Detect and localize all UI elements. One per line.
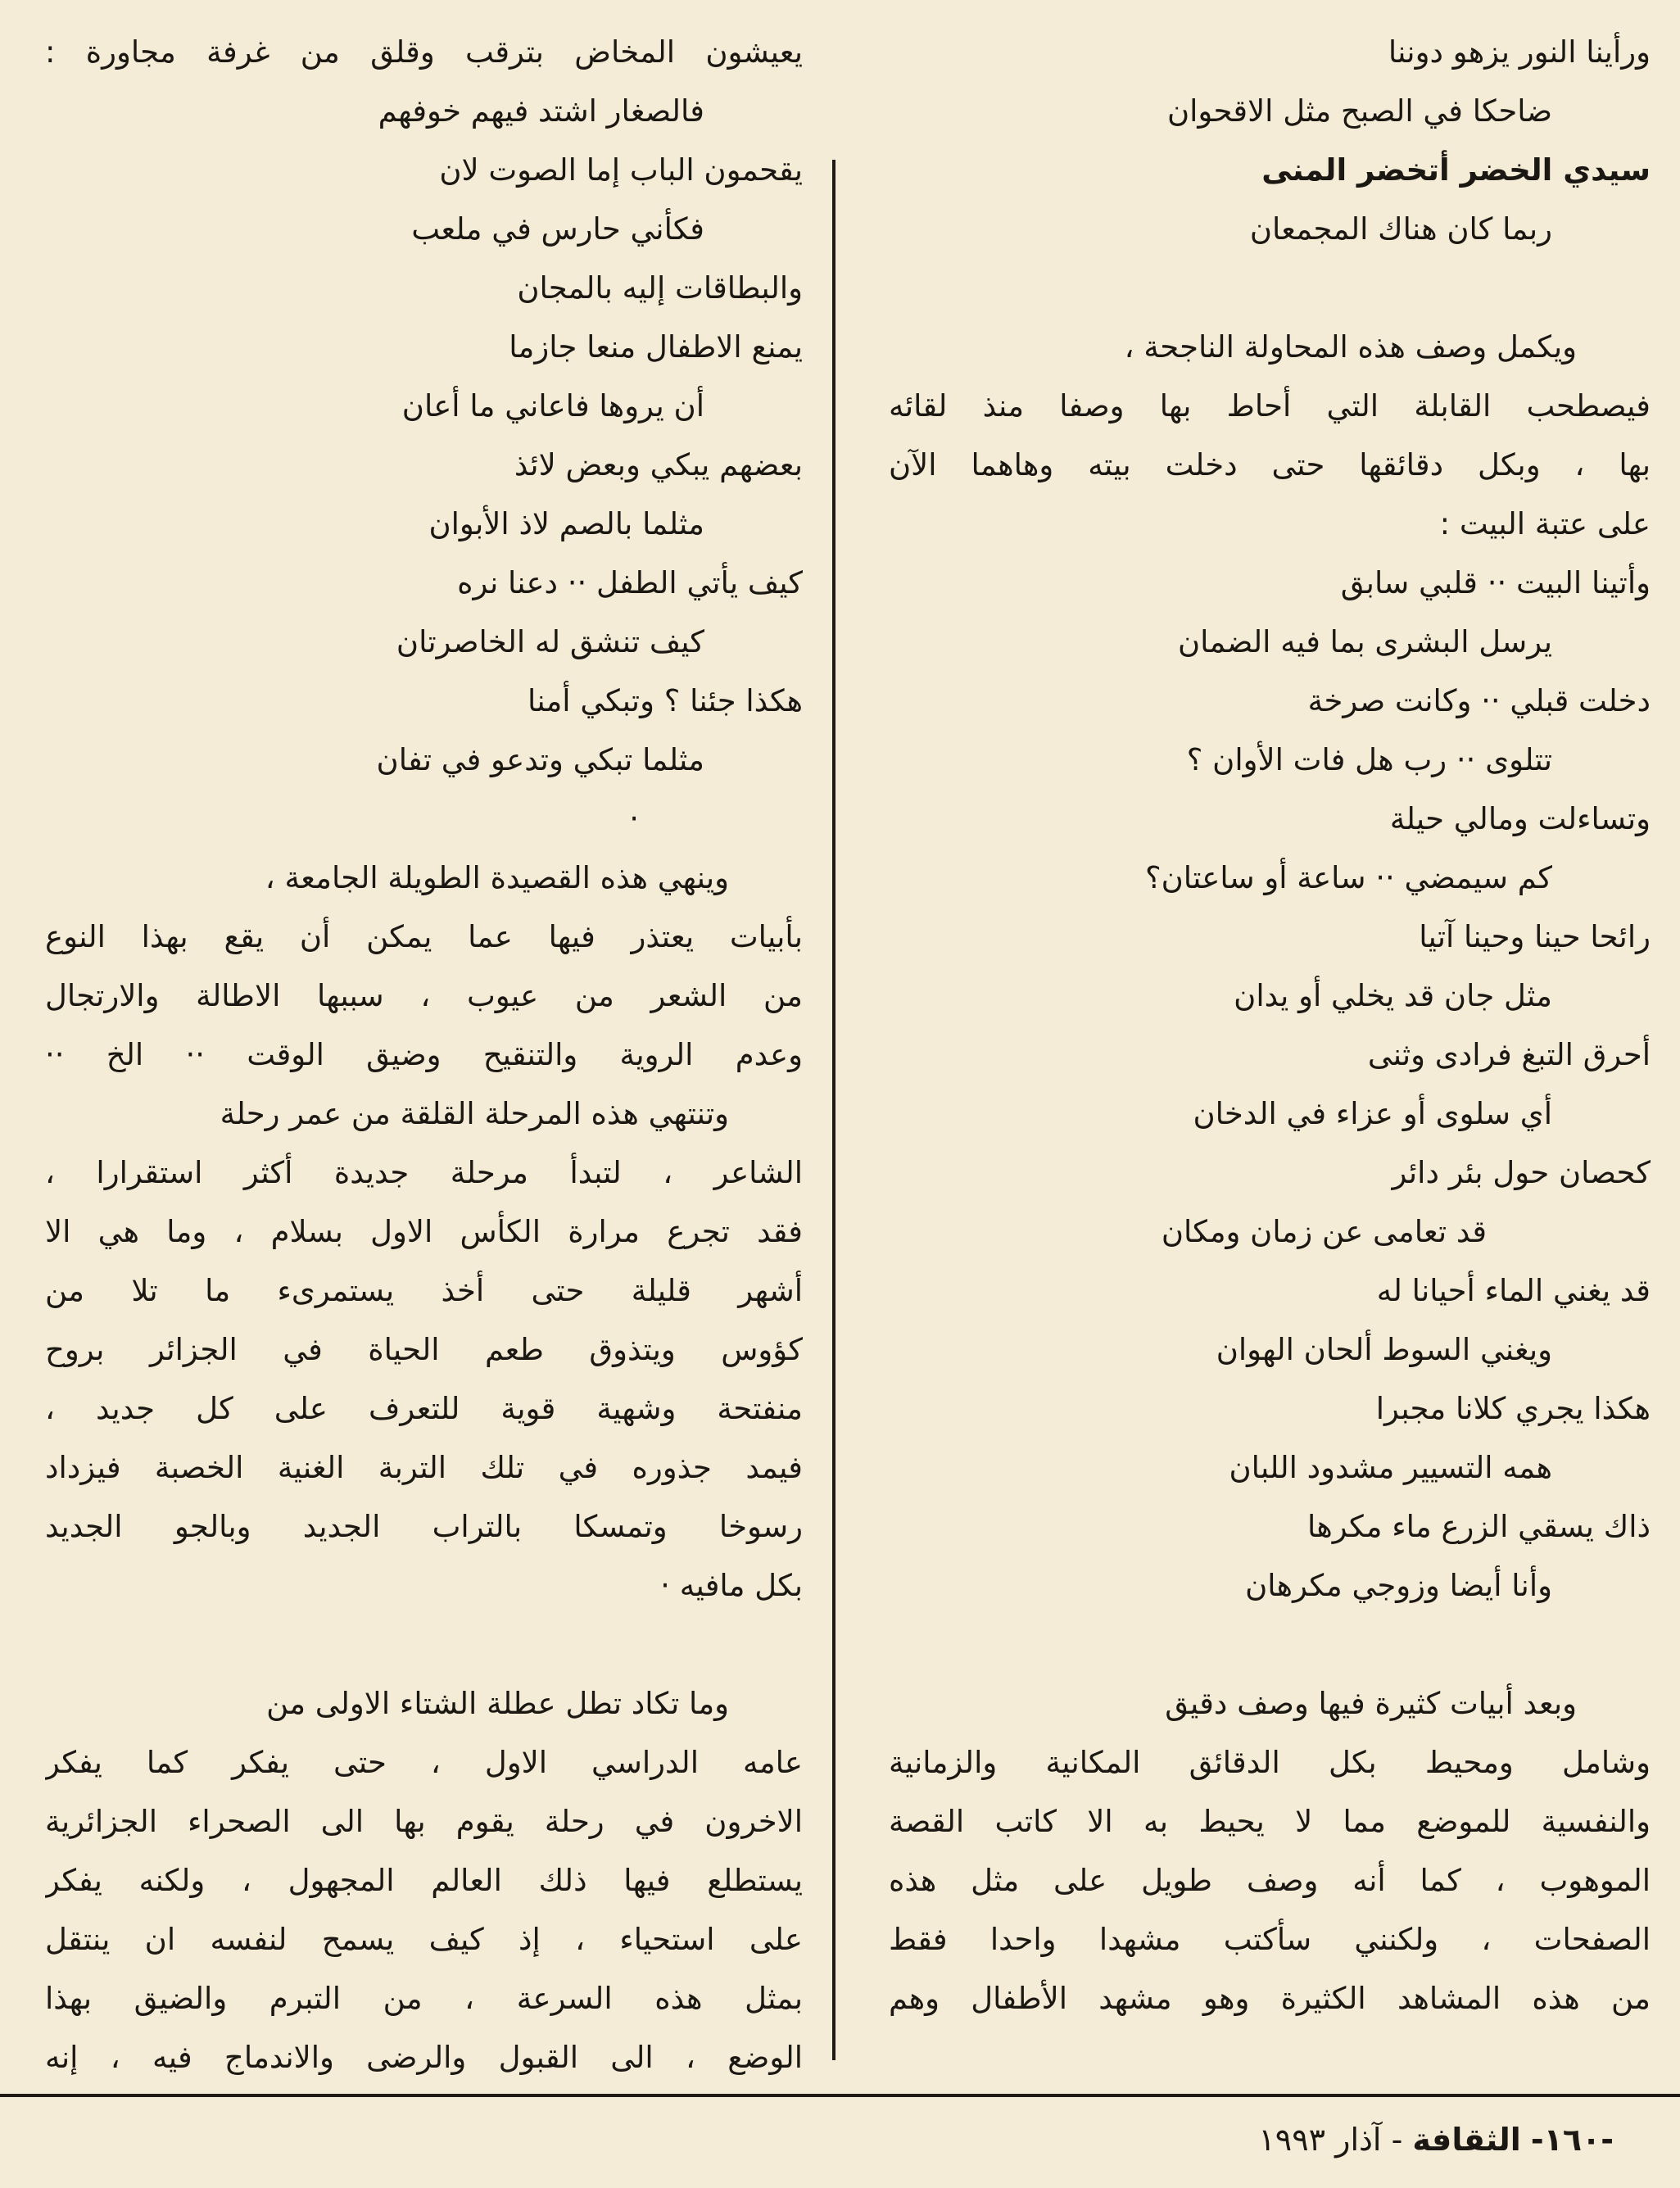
magazine-name: الثقافة — [1412, 2122, 1521, 2158]
left-text-line: بأبيات يعتذر فيها عما يمكن أن يقع بهذا النوع — [45, 919, 803, 954]
left-text-line: يعيشون المخاض بترقب وقلق من غرفة مجاورة : — [45, 34, 803, 70]
right-text-line: على عتبة البيت : — [1439, 506, 1651, 541]
left-text-line: فيمد جذوره في تلك التربة الغنية الخصبة فيزداد — [45, 1450, 803, 1485]
right-text-line: رائحا حينا وحينا آتيا — [1419, 919, 1651, 954]
left-text-line: بعضهم يبكي وبعض لائذ — [514, 447, 803, 482]
left-text-line: الشاعر ، لتبدأ مرحلة جديدة أكثر استقرارا ، — [45, 1155, 803, 1190]
left-text-line: أشهر قليلة حتى أخذ يستمرىء ما تلا من — [45, 1273, 803, 1308]
right-text-line: وأتينا البيت ·· قلبي سابق — [1340, 565, 1651, 600]
right-text-line: ويكمل وصف هذه المحاولة الناجحة ، — [1124, 329, 1577, 365]
left-text-line: وما تكاد تطل عطلة الشتاء الاولى من — [266, 1686, 729, 1721]
left-text-line: الاخرون في رحلة يقوم بها الى الصحراء الجزائرية — [45, 1804, 803, 1839]
left-text-line: · — [629, 801, 639, 836]
right-text-line: فيصطحب القابلة التي أحاط بها وصفا منذ لقائه — [889, 388, 1651, 424]
right-column — [889, 0, 1651, 2028]
left-text-line: على استحياء ، إذ كيف يسمح لنفسه ان ينتقل — [45, 1922, 803, 1957]
left-text-line: فكأني حارس في ملعب — [411, 211, 704, 247]
page-footer — [885, 2115, 1614, 2164]
right-text-line: وتساءلت ومالي حيلة — [1389, 801, 1651, 836]
left-text-line: وينهي هذه القصيدة الطويلة الجامعة ، — [265, 860, 729, 895]
page-number: -١٦٠- — [1530, 2122, 1614, 2158]
right-blank — [889, 259, 1651, 318]
right-text-line: بها ، وبكل دقائقها حتى دخلت بيته وهاهما الآن — [889, 447, 1651, 482]
column-divider — [832, 160, 835, 2060]
left-text-line: كيف يأتي الطفل ·· دعنا نره — [457, 565, 803, 600]
right-text-line: الموهوب ، كما أنه وصف طويل على مثل هذه — [889, 1863, 1651, 1898]
left-column — [45, 0, 803, 2087]
footer-rule — [0, 2094, 1680, 2097]
left-text-line: كيف تنشق له الخاصرتان — [396, 624, 704, 659]
right-text-line: ذاك يسقي الزرع ماء مكرها — [1306, 1509, 1651, 1544]
right-text-line: وشامل ومحيط بكل الدقائق المكانية والزمانية — [889, 1745, 1651, 1780]
right-text-line: تتلوى ·· رب هل فات الأوان ؟ — [1186, 742, 1552, 777]
right-text-line: ويغني السوط ألحان الهوان — [1216, 1332, 1552, 1367]
left-text-line: يستطلع فيها ذلك العالم المجهول ، ولكنه يفكر — [45, 1863, 803, 1898]
right-text-line: ورأينا النور يزهو دوننا — [1388, 34, 1651, 70]
right-text-line: مثل جان قد يخلي أو يدان — [1234, 978, 1552, 1013]
left-text-line: والبطاقات إليه بالمجان — [517, 270, 803, 306]
left-text-line: هكذا جئنا ؟ وتبكي أمنا — [528, 683, 803, 718]
left-text-line: بمثل هذه السرعة ، من التبرم والضيق بهذا — [45, 1981, 803, 2016]
right-text-line: يرسل البشرى بما فيه الضمان — [1177, 624, 1552, 659]
right-text-line: همه التسيير مشدود اللبان — [1229, 1450, 1552, 1485]
left-text-line: وعدم الروية والتنقيح وضيق الوقت ·· الخ ·· — [45, 1037, 803, 1072]
right-text-line: قد يغني الماء أحيانا له — [1376, 1273, 1651, 1308]
right-text-line: كم سيمضي ·· ساعة أو ساعتان؟ — [1145, 860, 1552, 895]
right-text-line: سيدي الخضر أتخضر المنى — [1261, 152, 1651, 188]
left-text-line: فقد تجرع مرارة الكأس الاول بسلام ، وما هي الا — [45, 1214, 803, 1249]
right-text-line: دخلت قبلي ·· وكانت صرخة — [1307, 683, 1651, 718]
right-text-line: من هذه المشاهد الكثيرة وهو مشهد الأطفال وهم — [889, 1981, 1651, 2016]
right-text-line: ضاحكا في الصبح مثل الاقحوان — [1166, 93, 1552, 129]
left-text-line: يمنع الاطفال منعا جازما — [509, 329, 803, 365]
left-text-line: مثلما بالصم لاذ الأبوان — [428, 506, 704, 541]
right-text-line: الصفحات ، ولكنني سأكتب مشهدا واحدا فقط — [889, 1922, 1651, 1957]
right-text-line: أحرق التبغ فرادى وثنى — [1367, 1037, 1651, 1072]
left-blank — [45, 1615, 803, 1674]
left-text-line: من الشعر من عيوب ، سببها الاطالة والارتجال — [45, 978, 803, 1013]
left-text-line: يقحمون الباب إما الصوت لان — [439, 152, 803, 188]
right-text-line: وأنا أيضا وزوجي مكرهان — [1245, 1568, 1552, 1603]
left-text-line: وتنتهي هذه المرحلة القلقة من عمر رحلة — [220, 1096, 729, 1131]
left-text-line: عامه الدراسي الاول ، حتى يفكر كما يفكر — [45, 1745, 803, 1780]
footer-separator: - — [1391, 2122, 1403, 2158]
right-text-line: ربما كان هناك المجمعان — [1249, 211, 1552, 247]
right-text-line: أي سلوى أو عزاء في الدخان — [1193, 1096, 1552, 1131]
left-text-line: رسوخا وتمسكا بالتراب الجديد وبالجو الجديد — [45, 1509, 803, 1544]
right-blank — [889, 1615, 1651, 1674]
right-text-line: هكذا يجري كلانا مجبرا — [1375, 1391, 1651, 1426]
left-text-line: مثلما تبكي وتدعو في تفان — [376, 742, 704, 777]
left-text-line: الوضع ، الى القبول والرضى والاندماج فيه ، إنه — [45, 2040, 803, 2075]
right-text-line: كحصان حول بئر دائر — [1392, 1155, 1651, 1190]
left-text-line: فالصغار اشتد فيهم خوفهم — [378, 93, 704, 129]
left-text-line: أن يروها فاعاني ما أعان — [401, 388, 704, 424]
right-text-line: وبعد أبيات كثيرة فيها وصف دقيق — [1165, 1686, 1577, 1721]
left-text-line: منفتحة وشهية قوية للتعرف على كل جديد ، — [45, 1391, 803, 1426]
left-text-line: بكل مافيه · — [660, 1568, 803, 1603]
left-text-line: كؤوس ويتذوق طعم الحياة في الجزائر بروح — [45, 1332, 803, 1367]
issue-date: آذار ١٩٩٣ — [1258, 2122, 1382, 2158]
right-text-line: والنفسية للموضع مما لا يحيط به الا كاتب القصة — [889, 1804, 1651, 1839]
right-text-line: قد تعامى عن زمان ومكان — [1161, 1214, 1487, 1249]
